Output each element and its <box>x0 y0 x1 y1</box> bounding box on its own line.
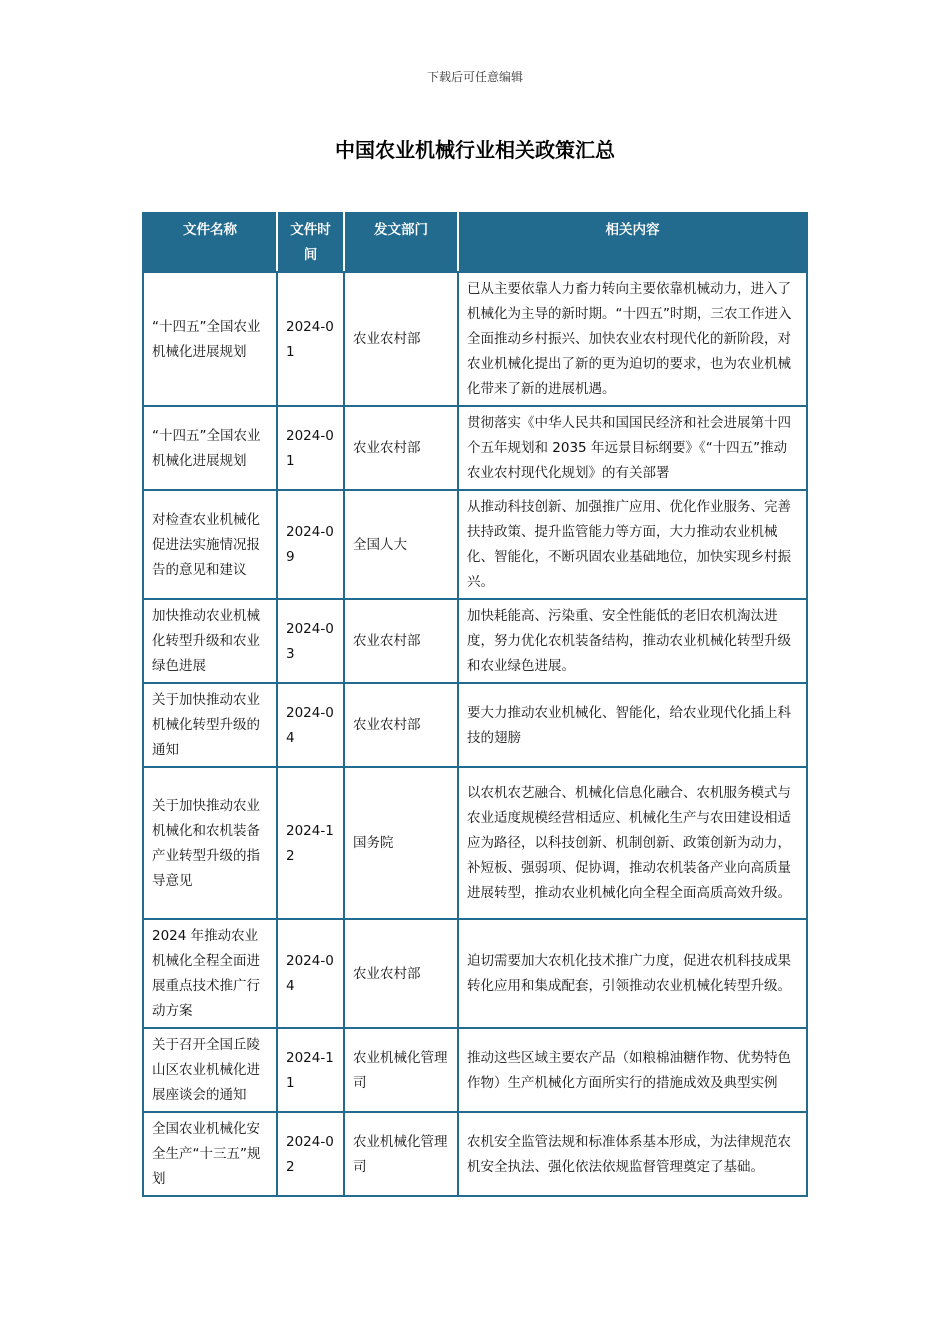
cell-date: 2024-11 <box>277 1028 344 1112</box>
column-header-dept: 发文部门 <box>344 213 458 272</box>
cell-date: 2024-01 <box>277 406 344 490</box>
cell-content: 要大力推动农业机械化、智能化，给农业现代化插上科技的翅膀 <box>458 683 807 767</box>
column-header-content: 相关内容 <box>458 213 807 272</box>
table-row <box>143 919 807 1028</box>
cell-content: 农机安全监管法规和标准体系基本形成，为法律规范农机安全执法、强化依法依规监督管理奠定了基础。 <box>458 1112 807 1196</box>
cell-content: 从推动科技创新、加强推广应用、优化作业服务、完善扶持政策、提升监管能力等方面，大力推动农业机械化、智能化，不断巩固农业基础地位，加快实现乡村振兴。 <box>458 490 807 599</box>
cell-name: 关于加快推动农业机械化转型升级的通知 <box>143 683 277 767</box>
cell-name: “十四五”全国农业机械化进展规划 <box>143 272 277 406</box>
column-header-date: 文件时间 <box>277 213 344 272</box>
cell-name: 加快推动农业机械化转型升级和农业绿色进展 <box>143 599 277 683</box>
cell-dept: 农业机械化管理司 <box>344 1028 458 1112</box>
table-row <box>143 767 807 919</box>
cell-content: 贯彻落实《中华人民共和国国民经济和社会进展第十四个五年规划和 2035 年远景目标纲要》《“十四五”推动农业农村现代化规划》的有关部署 <box>458 406 807 490</box>
cell-dept: 国务院 <box>344 767 458 919</box>
cell-content: 以农机农艺融合、机械化信息化融合、农机服务模式与农业适度规模经营相适应、机械化生产与农田建设相适应为路径，以科技创新、机制创新、政策创新为动力，补短板、强弱项、促协调，推动农机装备产业向高质量进展转型，推动农业机械化向全程全面高质高效升级。 <box>458 767 807 919</box>
table-row <box>143 683 807 767</box>
table-row <box>143 490 807 599</box>
cell-name: 2024 年推动农业机械化全程全面进展重点技术推广行动方案 <box>143 919 277 1028</box>
cell-content: 加快耗能高、污染重、安全性能低的老旧农机淘汰进度，努力优化农机装备结构，推动农业机械化转型升级和农业绿色进展。 <box>458 599 807 683</box>
cell-date: 2024-03 <box>277 599 344 683</box>
cell-content: 推动这些区域主要农产品（如粮棉油糖作物、优势特色作物）生产机械化方面所实行的措施成效及典型实例 <box>458 1028 807 1112</box>
cell-dept: 农业农村部 <box>344 406 458 490</box>
cell-dept: 农业农村部 <box>344 599 458 683</box>
cell-name: “十四五”全国农业机械化进展规划 <box>143 406 277 490</box>
cell-dept: 农业农村部 <box>344 683 458 767</box>
table-row <box>143 599 807 683</box>
header-note: 下载后可任意编辑 <box>426 70 523 84</box>
cell-date: 2024-12 <box>277 767 344 919</box>
table-row <box>143 406 807 490</box>
cell-date: 2024-09 <box>277 490 344 599</box>
cell-date: 2024-04 <box>277 683 344 767</box>
cell-dept: 农业农村部 <box>344 919 458 1028</box>
column-header-name: 文件名称 <box>143 213 277 272</box>
policy-table <box>142 212 808 1197</box>
cell-content: 已从主要依靠人力畜力转向主要依靠机械动力，进入了机械化为主导的新时期。“十四五”时期，三农工作进入全面推动乡村振兴、加快农业农村现代化的新阶段，对农业机械化提出了新的更为迫切的要求，也为农业机械化带来了新的进展机遇。 <box>458 272 807 406</box>
cell-name: 全国农业机械化安全生产“十三五”规划 <box>143 1112 277 1196</box>
cell-name: 关于加快推动农业机械化和农机装备产业转型升级的指导意见 <box>143 767 277 919</box>
cell-name: 对检查农业机械化促进法实施情况报告的意见和建议 <box>143 490 277 599</box>
cell-date: 2024-02 <box>277 1112 344 1196</box>
cell-name: 关于召开全国丘陵山区农业机械化进展座谈会的通知 <box>143 1028 277 1112</box>
cell-content: 迫切需要加大农机化技术推广力度，促进农机科技成果转化应用和集成配套，引领推动农业机械化转型升级。 <box>458 919 807 1028</box>
table-header-row <box>143 213 807 272</box>
cell-date: 2024-04 <box>277 919 344 1028</box>
cell-dept: 农业机械化管理司 <box>344 1112 458 1196</box>
cell-date: 2024-01 <box>277 272 344 406</box>
page-title: 中国农业机械行业相关政策汇总 <box>335 138 615 162</box>
table-row <box>143 1028 807 1112</box>
cell-dept: 农业农村部 <box>344 272 458 406</box>
table-row <box>143 272 807 406</box>
table-row <box>143 1112 807 1196</box>
cell-dept: 全国人大 <box>344 490 458 599</box>
